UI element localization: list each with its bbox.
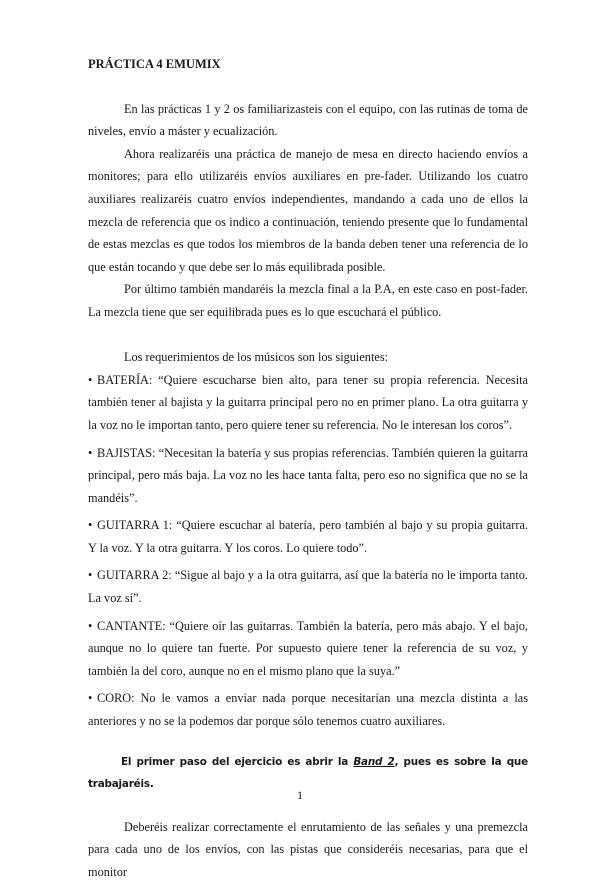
- blank-line: [88, 324, 528, 347]
- requirements-list: [88, 369, 528, 733]
- bullet-icon: •: [88, 445, 93, 460]
- requirement-guitarra-1: [88, 514, 528, 559]
- requirement-text: CANTANTE: “Quiere oír las guitarras. También la batería, pero más abajo. Y el bajo, aunque no lo quiere tan fuerte. Por supuesto quiere tener la referencia de su voz, y también la del coro, aunque no en el mismo plano que la suya.”: [88, 618, 528, 678]
- bullet-icon: •: [88, 691, 93, 706]
- requirement-text: CORO: No le vamos a enviar nada porque necesitarían una mezcla distinta a las anteriores y no se la podemos dar porque sólo tenemos cuatro auxiliares.: [88, 691, 528, 729]
- band-name: Band 2: [353, 755, 395, 768]
- requirement-text: BAJISTAS: “Necesitan la batería y sus propias referencias. También quieren la guitarra principal, pero más baja. La voz no les hace tanta falta, pero eso no significa que no se la mandéis”.: [88, 445, 528, 505]
- requirement-cantante: [88, 615, 528, 683]
- paragraph-monitors: Ahora realizaréis una práctica de manejo de mesa en directo haciendo envíos a monitores; para ello utilizaréis envíos auxiliares en pre-fader. Utilizando los cuatro auxiliares realizaréis cuatro envíos independientes, mandando a cada uno de ellos la mezcla de referencia que os indico a continuación, teniendo presente que lo fundamental de estas mezclas es que todos los miembros de la banda deben tener una referencia de lo que están tocando y que debe ser lo más equilibrada posible.: [88, 146, 528, 274]
- requirement-text: GUITARRA 2: “Sigue al bajo y a la otra guitarra, así que la batería no le importa tanto. La voz sí”.: [88, 568, 528, 606]
- bullet-icon: •: [88, 518, 93, 533]
- document-body: [88, 53, 528, 884]
- paragraph-intro: En las prácticas 1 y 2 os familiarizasteis con el equipo, con las rutinas de toma de niveles, envío a máster y ecualización.: [88, 101, 528, 139]
- bullet-icon: •: [88, 618, 93, 633]
- document-title: PRÁCTICA 4 EMUMIX: [88, 57, 221, 71]
- paragraph-routing: Deberéis realizar correctamente el enrutamiento de las señales y una premezcla para cada uno de los envíos, con las pistas que consideréis necesarias, para que el monitor: [88, 819, 528, 879]
- first-step-after: , pues es sobre la que trabajaréis.: [88, 755, 528, 791]
- bullet-icon: •: [88, 372, 93, 387]
- first-step-before: El primer paso del ejercicio es abrir la: [121, 755, 354, 768]
- bullet-icon: •: [88, 568, 93, 583]
- paragraph-pa: Por último también mandaréis la mezcla final a la P.A, en este caso en post-fader. La mezcla tiene que ser equilibrada pues es lo que escuchará el público.: [88, 282, 528, 319]
- requirement-guitarra-2: [88, 564, 528, 609]
- requirement-coro: [88, 687, 528, 732]
- page-number: 1: [297, 788, 303, 802]
- requirement-bajistas: [88, 442, 528, 510]
- requirement-text: GUITARRA 1: “Quiere escuchar al batería, pero también al bajo y su propia guitarra. Y la voz. Y la otra guitarra. Y los coros. Lo quiere todo”.: [88, 518, 528, 555]
- requirement-text: BATERÍA: “Quiere escucharse bien alto, para tener su propia referencia. Necesita también tener al bajista y la guitarra principal pero no en primer plano. La otra guitarra y la voz no le importan tanto, pero quiere tener su referencia. No le interesan los coros”.: [88, 372, 528, 432]
- requirements-intro: Los requerimientos de los músicos son los siguientes:: [124, 350, 389, 365]
- requirement-bateria: [88, 369, 528, 437]
